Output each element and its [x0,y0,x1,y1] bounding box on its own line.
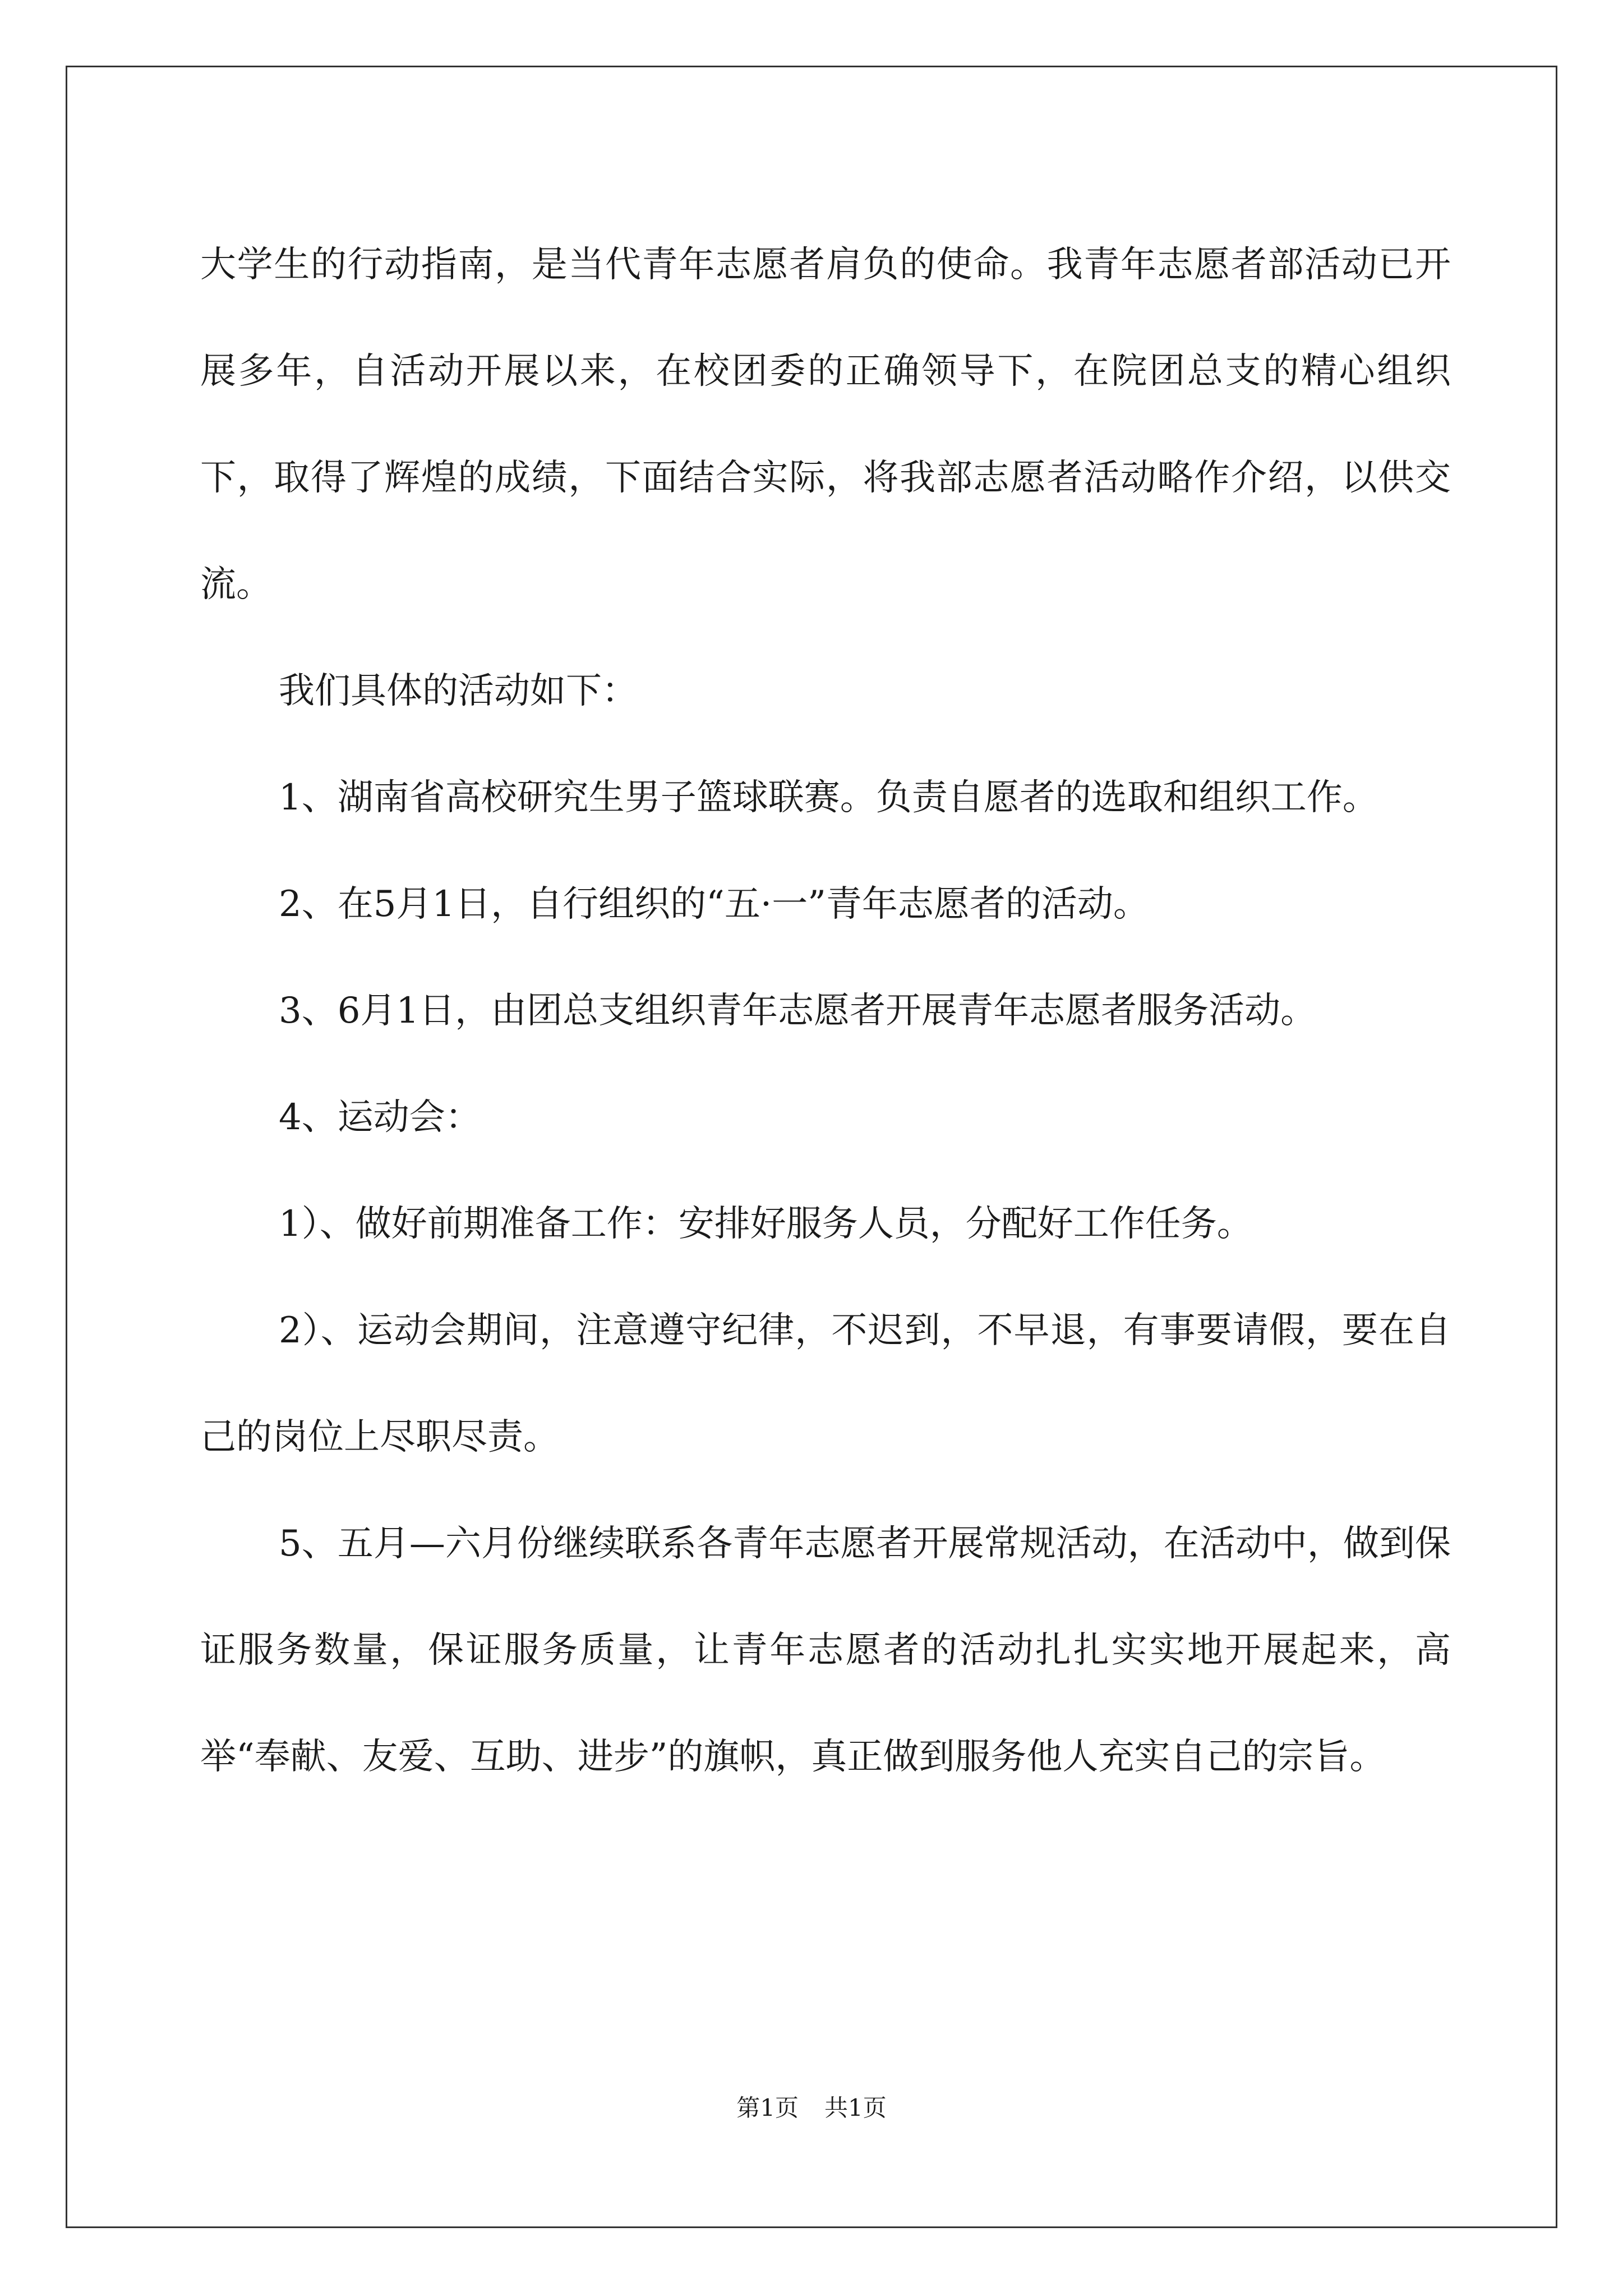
page-number: 第1页 [736,2094,799,2122]
paragraph-item-1: 1、湖南省高校研究生男子篮球联赛。负责自愿者的选取和组织工作。 [279,777,1378,818]
paragraph-subitem-1: 1）、做好前期准备工作：安排好服务人员，分配好工作任务。 [279,1203,1253,1245]
paragraph-item-4: 4、运动会： [279,1097,481,1138]
paragraph-subitem-2: 2）、运动会期间，注意遵守纪律，不迟到，不早退，有事要请假，要在自己的岗位上尽职尽责。 [200,1310,1451,1458]
page-total: 共1页 [824,2094,887,2122]
paragraph-intro: 大学生的行动指南，是当代青年志愿者肩负的使命。我青年志愿者部活动已开展多年，自活动开展以来，在校团委的正确领导下，在院团总支的精心组织下，取得了辉煌的成绩，下面结合实际，将我部志愿者活动略作介绍，以供交流。 [200,244,1451,605]
paragraph-item-3: 3、6月1日，由团总支组织青年志愿者开展青年志愿者服务活动。 [279,990,1317,1032]
paragraph-activities-heading: 我们具体的活动如下： [279,670,638,712]
page-footer [0,2090,1623,2123]
paragraph-item-2: 2、在5月1日，自行组织的“五·一”青年志愿者的活动。 [279,884,1149,925]
document-body [200,211,1451,1810]
paragraph-item-5: 5、五月—六月份继续联系各青年志愿者开展常规活动，在活动中，做到保证服务数量，保证服务质量，让青年志愿者的活动扎扎实实地开展起来，高举“奉献、友爱、互助、进步”的旗帜，真正做到服务他人充实自己的宗旨。 [200,1523,1451,1778]
